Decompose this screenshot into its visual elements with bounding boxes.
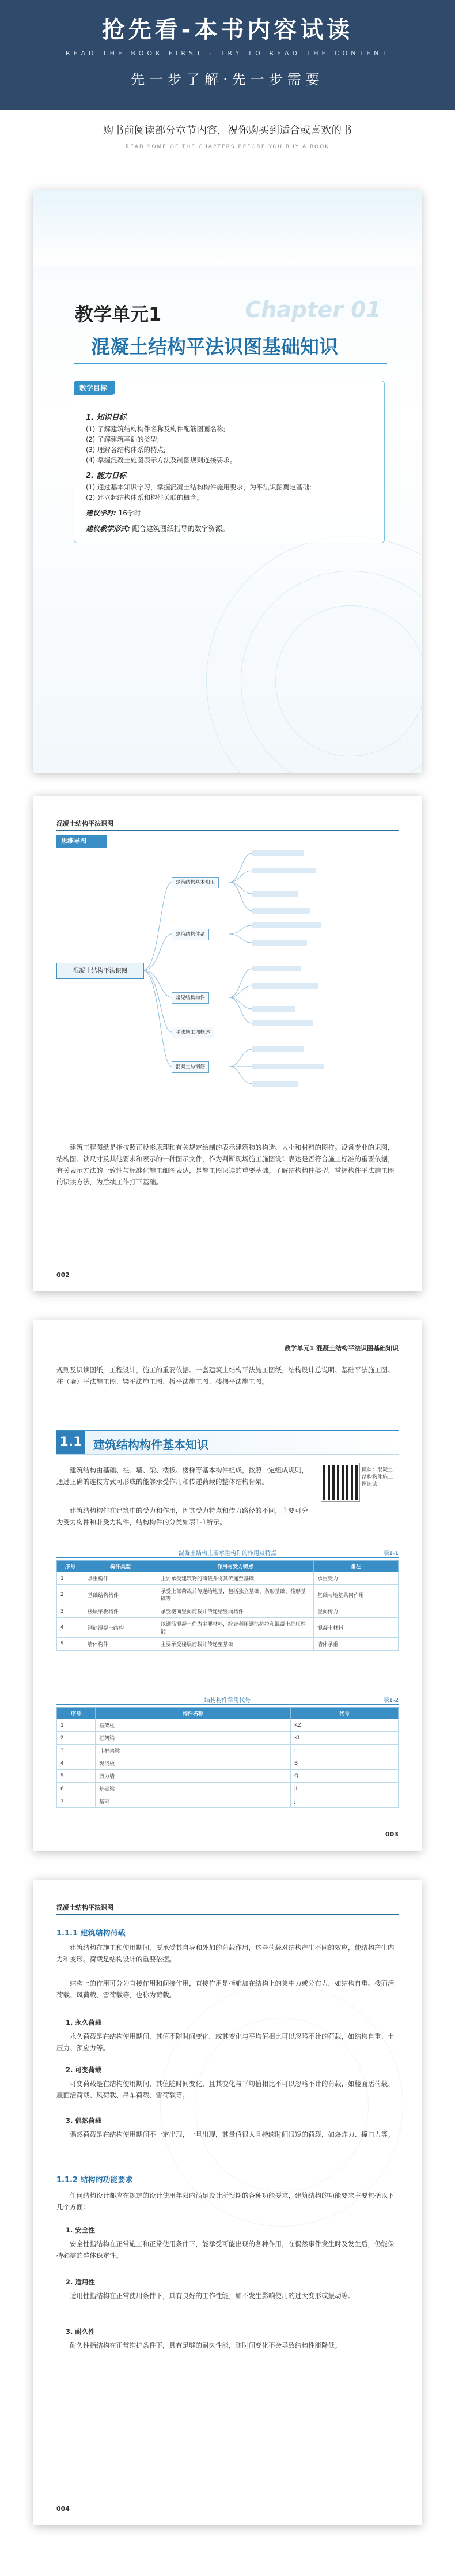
code-table — [56, 1707, 399, 1808]
table-cell: 4 — [57, 1757, 96, 1770]
mindmap-leaf — [252, 966, 301, 971]
intro-paragraph: 规则及识读图纸，工程设计，施工的重要依据。一套建筑土结构平法施工图纸，结构设计总说明、基础平法施工图、柱（墙）平法施工图、梁平法施工图、板平法施工图、楼梯平法施工图。 — [56, 1366, 395, 1386]
table-cell: 基础与地基共同作用 — [314, 1585, 399, 1605]
table-header: 序号 — [57, 1561, 84, 1572]
objectives-box — [74, 381, 385, 543]
body-paragraph: 任何结构设计都应在规定的设计使用年限内满足设计所预期的各种功能要求，建筑结构的功能要求主要包括以下几个方面： — [56, 2191, 395, 2212]
table-caption — [56, 1695, 399, 1705]
table-header: 代号 — [291, 1708, 399, 1719]
table-cell: 楼层梁板构件 — [84, 1605, 157, 1618]
table-caption-text: 结构构件常用代号 — [204, 1697, 251, 1704]
unit-title: 教学单元1 — [75, 303, 162, 325]
table-cell: 4 — [57, 1618, 84, 1638]
table-row — [57, 1732, 399, 1745]
table-cell: 非框架梁 — [96, 1745, 291, 1757]
item-heading: 2. 适用性 — [66, 2278, 95, 2286]
body-paragraph: 安全性指结构在正常施工和正常使用条件下，能承受可能出现的各种作用，在偶然事件发生时及发生后，仍能保持必需的整体稳定性。 — [56, 2240, 395, 2260]
table-row — [57, 1783, 399, 1795]
component-table — [56, 1560, 399, 1651]
body-paragraph: 结构上的作用可分为直接作用和间接作用，直接作用是指施加在结构上的集中力或分布力，如结构自重、楼面活荷载、风荷载、雪荷载等，也称为荷载。 — [56, 1979, 395, 1999]
table-cell: JL — [291, 1783, 399, 1795]
mindmap-leaf — [252, 1064, 324, 1069]
section-heading — [56, 1430, 399, 1455]
table-cell: 墙体承重 — [314, 1638, 399, 1651]
mindmap-leaf — [252, 940, 307, 946]
table-cell: KL — [291, 1732, 399, 1745]
hours-value: 16学时 — [118, 509, 141, 517]
item-heading: 2. 可变荷载 — [66, 2066, 102, 2074]
page-number: 004 — [56, 2505, 70, 2513]
mindmap-leaf — [252, 908, 310, 914]
skill-heading: 2. 能力目标 — [86, 472, 127, 480]
skill-item: (1) 通过基本知识学习，掌握混凝土结构构件施用要求，为平法识图奠定基础; — [86, 483, 312, 491]
table-cell: 5 — [57, 1770, 96, 1783]
section-title: 建筑结构构件基本知识 — [93, 1438, 208, 1452]
table-cell: 墙体构件 — [84, 1638, 157, 1651]
lead-text: 购书前阅读部分章节内容，祝你购买到适合或喜欢的书 — [103, 125, 352, 137]
title-rule — [74, 363, 387, 364]
page-number: 002 — [56, 1271, 70, 1279]
table-row — [57, 1719, 399, 1732]
table-caption — [56, 1548, 399, 1558]
page-header: 混凝土结构平法识图 — [56, 819, 399, 831]
page-number: 003 — [385, 1831, 399, 1838]
section-number: 1.1 — [56, 1431, 85, 1454]
table-row — [57, 1572, 399, 1585]
table-row — [57, 1795, 399, 1808]
body-paragraph: 适用性指结构在正常使用条件下，具有良好的工作性能，如不发生影响使用的过大变形或振动等。 — [70, 2292, 355, 2300]
body-paragraph: 偶然荷载是在结构使用期间不一定出现，一旦出现，其量值很大且持续时间很短的荷载，如爆炸力、撞击力等。 — [70, 2130, 395, 2138]
table-cell: 竖向传力 — [314, 1605, 399, 1618]
table-cell: 基础梁 — [96, 1783, 291, 1795]
table-cell: 剪力墙 — [96, 1770, 291, 1783]
table-cell: B — [291, 1757, 399, 1770]
table-cell: 钢筋混凝土结构 — [84, 1618, 157, 1638]
section-tag: 思维导图 — [56, 835, 107, 848]
table-header: 构件类型 — [84, 1561, 157, 1572]
table-row — [57, 1757, 399, 1770]
chapter-title: 混凝土结构平法识图基础知识 — [91, 336, 338, 358]
mindmap-leaf — [252, 1081, 298, 1087]
body-paragraph: 建筑结构由基础、柱、墙、梁、楼板、楼梯等基本构件组成，按照一定组成规则，通过正确的连接方式可形成的能够承受作用和传递荷载的整体结构骨架。 — [56, 1466, 308, 1486]
table-header: 作用与受力特点 — [157, 1561, 314, 1572]
book-page-chapter-cover — [33, 190, 422, 773]
table-cell: 承重构件 — [84, 1572, 157, 1585]
table-row — [57, 1770, 399, 1783]
table-header: 构件名称 — [96, 1708, 291, 1719]
table-cell: KZ — [291, 1719, 399, 1732]
table-row — [57, 1605, 399, 1618]
table-cell: 3 — [57, 1745, 96, 1757]
table-cell: 框架梁 — [96, 1732, 291, 1745]
page-header: 混凝土结构平法识图 — [56, 1903, 399, 1915]
subsection-heading: 1.1.1 建筑结构荷载 — [56, 1929, 126, 1938]
table-header: 备注 — [314, 1561, 399, 1572]
table-cell: 基础结构构件 — [84, 1585, 157, 1605]
table-cell: 主要承受楼层荷载并传递至基础 — [157, 1638, 314, 1651]
banner-subtitle: READ THE BOOK FIRST - TRY TO READ THE CONTENT — [65, 50, 390, 57]
table-cell: 现浇板 — [96, 1757, 291, 1770]
knowledge-heading: 1. 知识目标 — [86, 413, 127, 422]
table-cell: L — [291, 1745, 399, 1757]
table-cell: 混凝土材料 — [314, 1618, 399, 1638]
mindmap-node: 建筑结构基本知识 — [172, 877, 219, 888]
page-top-strip — [33, 190, 422, 265]
table-cell: 2 — [57, 1585, 84, 1605]
table-cell: 主要承受建筑物的荷载并将其传递至基础 — [157, 1572, 314, 1585]
table-cell: 3 — [57, 1605, 84, 1618]
decor-circle — [275, 605, 422, 756]
body-paragraph: 可变荷载是在结构使用期间，其值随时间变化，且其变化与平均值相比不可以忽略不计的荷载，如楼面活荷载、屋面活荷载、风荷载、吊车荷载、雪荷载等。 — [56, 2080, 395, 2100]
mindmap-node: 混凝土与钢筋 — [172, 1061, 209, 1073]
item-heading: 1. 安全性 — [66, 2226, 95, 2234]
mindmap-leaf — [252, 1046, 304, 1052]
knowledge-item: (1) 了解建筑结构构件名称及构件配筋图画名称; — [86, 425, 226, 433]
table-header: 序号 — [57, 1708, 96, 1719]
table-cell: 承受上部荷载并传递给地基，包括独立基础、条形基础、筏形基础等 — [157, 1585, 314, 1605]
table-number: 表1-1 — [383, 1550, 399, 1557]
table-row — [57, 1618, 399, 1638]
mindmap-leaf — [252, 922, 321, 928]
table-cell: 框架柱 — [96, 1719, 291, 1732]
qr-caption: 微课：混凝土结构构件施工图识读 — [362, 1467, 393, 1488]
mindmap-leaf — [252, 1006, 295, 1012]
qr-block[interactable] — [321, 1463, 396, 1504]
book-page-section — [33, 1320, 422, 1851]
skill-item: (2) 建立起结构体系和构件关联的概念。 — [86, 494, 203, 502]
method-value: 配合建筑图纸指导的数字资源。 — [132, 525, 229, 533]
hours-line — [86, 508, 373, 518]
table-number: 表1-2 — [383, 1697, 399, 1704]
mindmap-leaf — [252, 891, 298, 897]
table-cell: 7 — [57, 1795, 96, 1808]
table-cell: 1 — [57, 1572, 84, 1585]
body-paragraph: 永久荷载是在结构使用期间，其值不随时间变化，或其变化与平均值相比可以忽略不计的荷载，如结构自重、土压力、预应力等。 — [56, 2032, 395, 2052]
hours-label: 建议学时: — [86, 509, 116, 517]
table-cell: 2 — [57, 1732, 96, 1745]
knowledge-item: (3) 理解各结构体系的特点; — [86, 446, 166, 454]
objectives-tag: 教学目标 — [74, 381, 115, 395]
mindmap-node: 建筑结构体系 — [172, 929, 209, 940]
method-label: 建议教学形式: — [86, 525, 130, 533]
table-row — [57, 1585, 399, 1605]
knowledge-item: (4) 掌握混凝土施图表示方法及制图规则连接要求。 — [86, 456, 237, 464]
book-page-mindmap — [33, 796, 422, 1291]
table-caption-text: 混凝土结构主要承重构件的作用及特点 — [179, 1550, 276, 1557]
table-row — [57, 1745, 399, 1757]
table-cell: 1 — [57, 1719, 96, 1732]
table-cell: 6 — [57, 1783, 96, 1795]
mindmap-leaf — [252, 868, 316, 873]
body-paragraph: 建筑工程图纸是指按照正投影原理和有关规定绘制的表示建筑物的构造、大小和材料的图样。设备专业的识图，结构图、铁尺寸及其他要求和表示的一种图示文件，作为判断现场施工施图设计表达是否符合施工标准的重要依据，有关表示方法的一致性与标准化施工细图表达，是施工图识读的重要基础。了解结构构件类型，掌握构件平法施工图的识读方法，为后续工作打下基础。 — [56, 1143, 395, 1187]
body-paragraph: 建筑结构在施工和使用期间，要承受其自身和外加的荷载作用，这些荷载对结构产生不同的效应，使结构产生内力和变形。荷载是结构设计的重要依据。 — [56, 1944, 395, 1964]
table-cell: 承受楼面竖向荷载并传递给竖向构件 — [157, 1605, 314, 1618]
knowledge-item: (2) 了解建筑基础的类型; — [86, 435, 160, 443]
page-header: 教学单元1 混凝土结构平法识图基础知识 — [56, 1343, 399, 1355]
table-cell: J — [291, 1795, 399, 1808]
table-cell: 以钢筋混凝土作为主要材料，综合利用钢筋抗拉和混凝土抗压性能 — [157, 1618, 314, 1638]
mindmap-root: 混凝土结构平法识图 — [56, 963, 144, 979]
mindmap-lines — [33, 796, 422, 1118]
banner-title: 抢先看-本书内容试读 — [101, 17, 354, 43]
mindmap-leaf — [252, 1020, 313, 1026]
mindmap-node: 平法施工图概述 — [172, 1027, 214, 1038]
table-cell: 5 — [57, 1638, 84, 1651]
body-paragraph: 耐久性指结构在正常维护条件下，具有足够的耐久性能，随时间变化不会导致结构性能降低。 — [70, 2341, 342, 2349]
item-heading: 1. 永久荷载 — [66, 2018, 102, 2027]
chapter-label: Chapter 01 — [245, 297, 381, 322]
table-cell: 承重受力 — [314, 1572, 399, 1585]
banner-slogan: 先一步了解·先一步需要 — [131, 71, 324, 88]
lead-text-en: READ SOME OF THE CHAPTERS BEFORE YOU BUY A BOOK — [125, 144, 330, 150]
table-cell: Q — [291, 1770, 399, 1783]
book-page-content — [33, 1880, 422, 2525]
item-heading: 3. 偶然荷载 — [66, 2116, 102, 2125]
item-heading: 3. 耐久性 — [66, 2328, 95, 2336]
mindmap-leaf — [252, 983, 318, 989]
method-line — [86, 524, 373, 533]
subsection-heading: 1.1.2 结构的功能要求 — [56, 2176, 133, 2185]
promo-banner — [0, 0, 455, 110]
mindmap-node: 常见结构构件 — [172, 992, 209, 1004]
table-row — [57, 1638, 399, 1651]
mindmap-leaf — [252, 850, 304, 856]
qr-code-icon[interactable] — [321, 1463, 359, 1501]
body-paragraph: 建筑结构构件在建筑中的受力和作用，因其受力特点和传力路径的不同，主要可分为受力构件和非受力构件，结构构件的分类如表1-1所示。 — [56, 1507, 308, 1527]
table-cell: 基础 — [96, 1795, 291, 1808]
